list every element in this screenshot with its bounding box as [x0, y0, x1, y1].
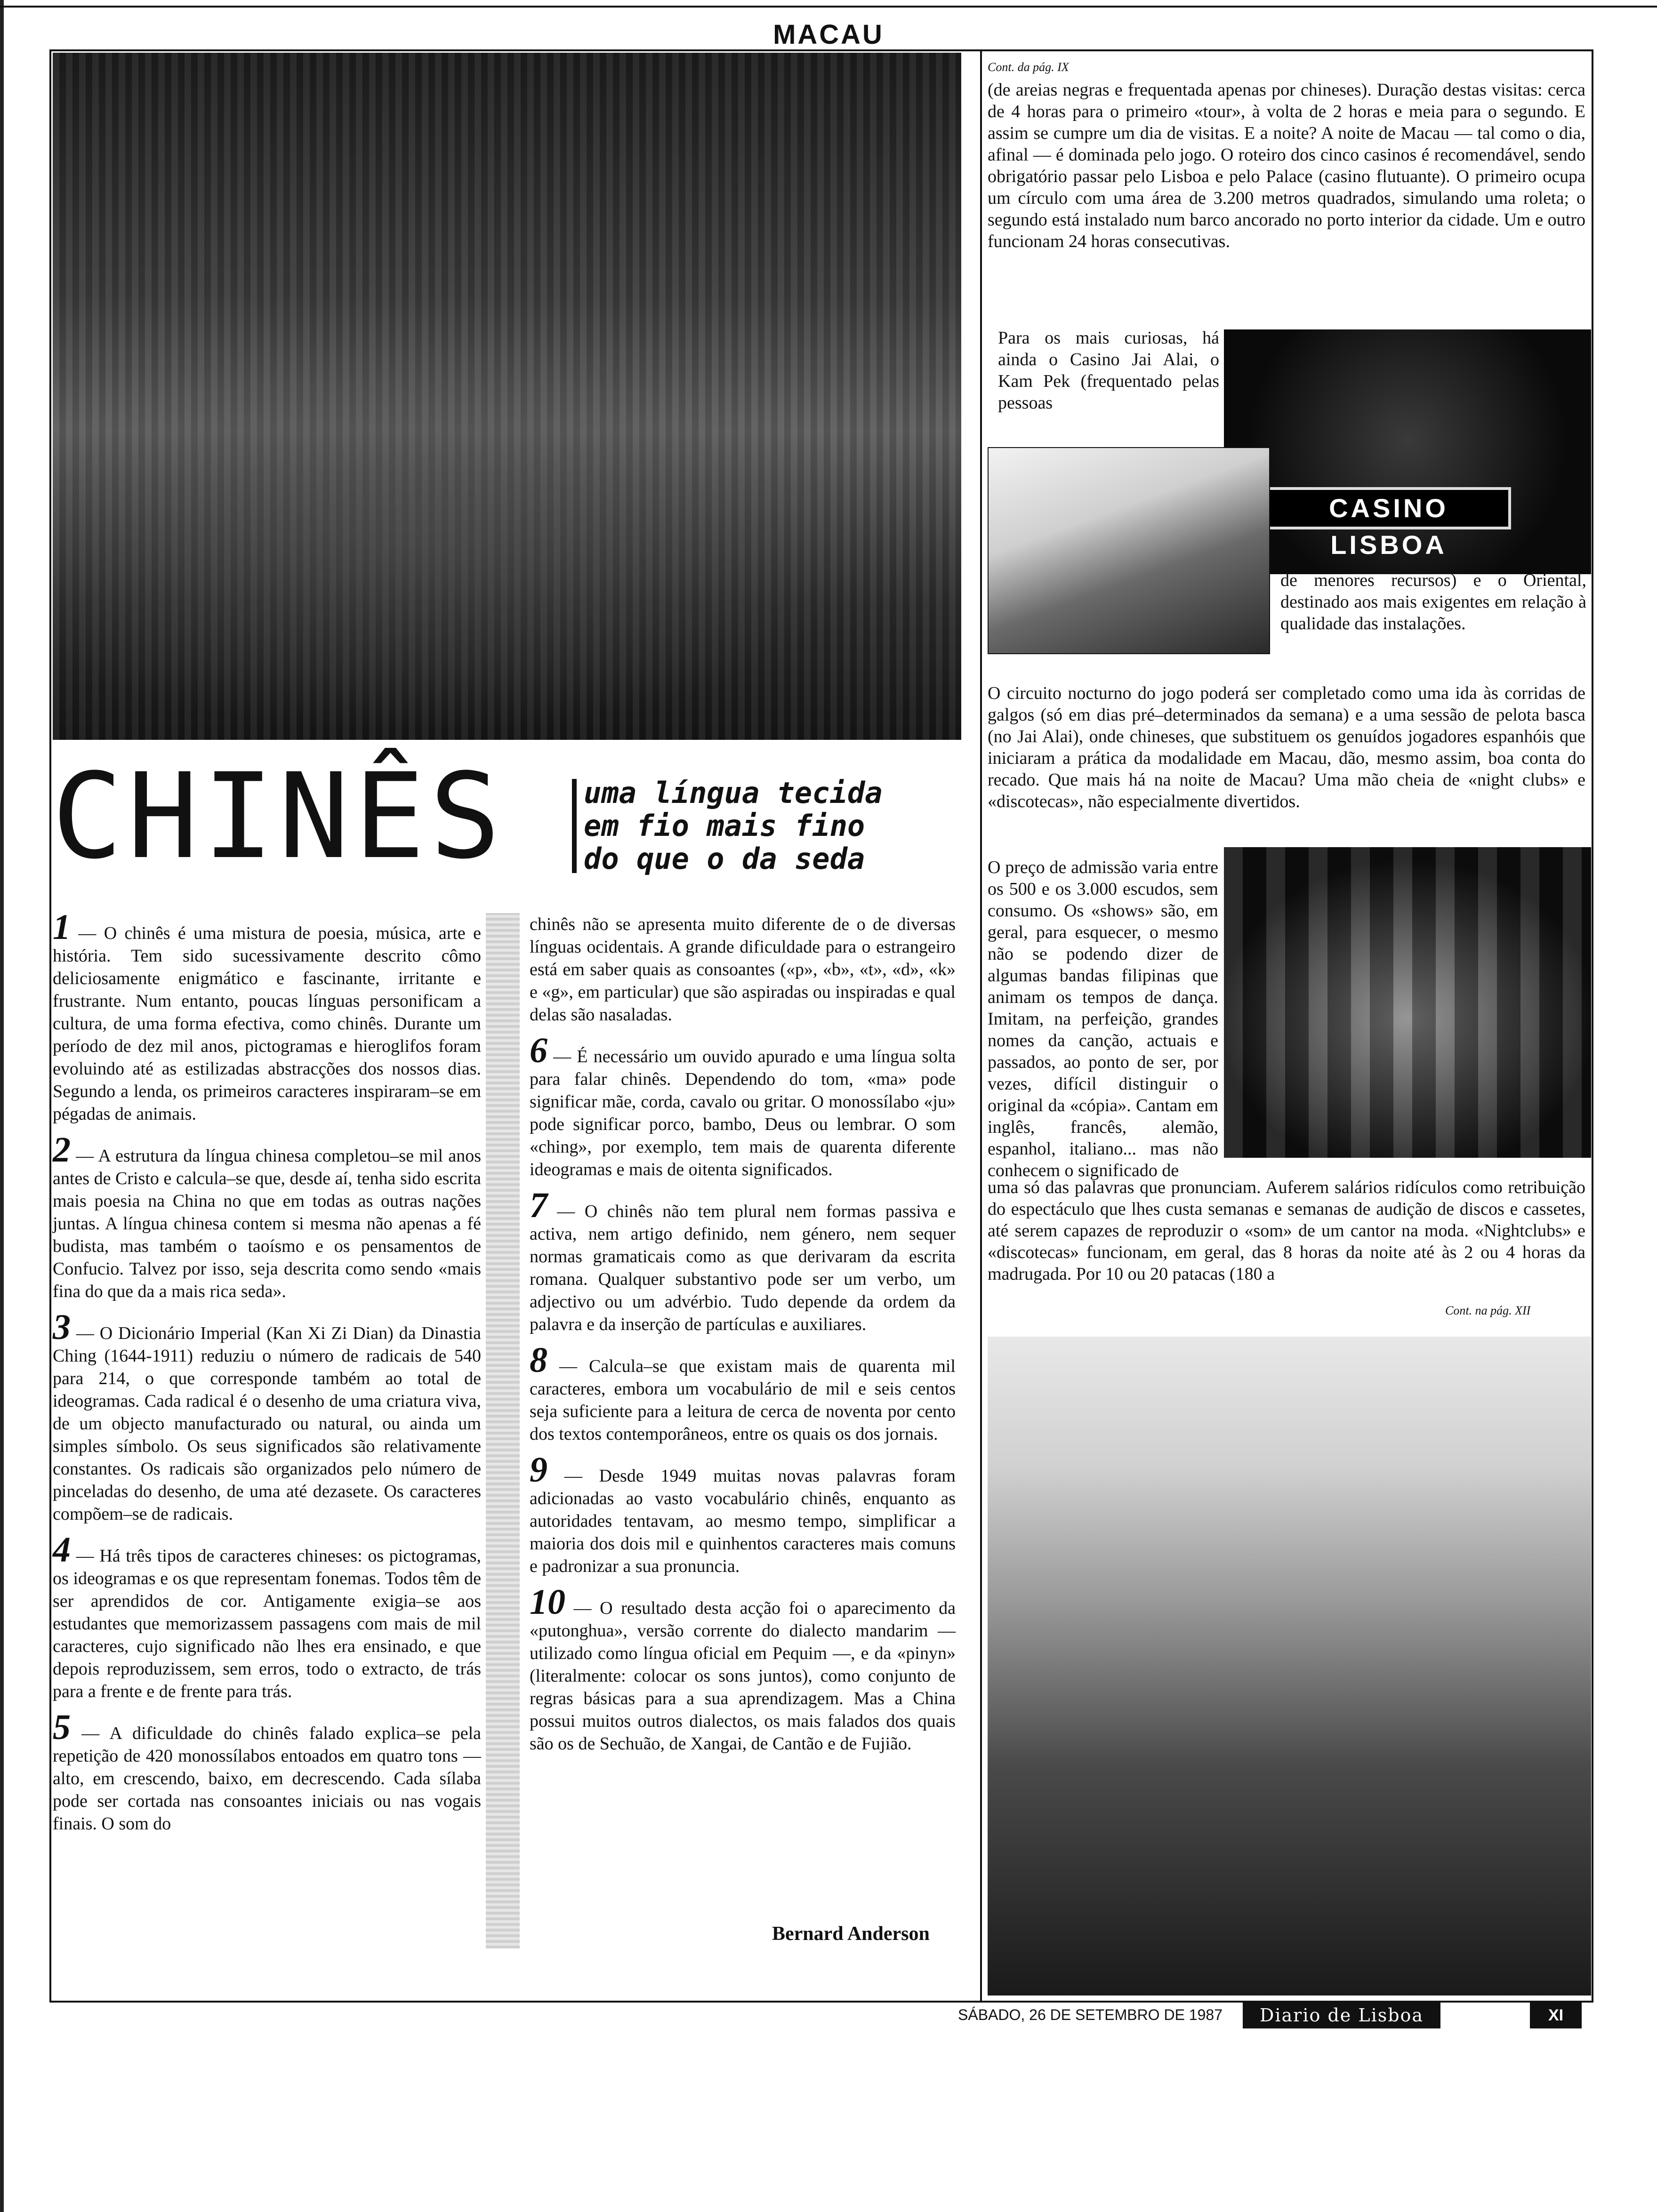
article-paragraph — [53, 1707, 481, 1835]
footer-date: SÁBADO, 26 DE SETEMBRO DE 1987 — [958, 2006, 1223, 2023]
right-column-text: Para os mais curiosas, há ainda o Casino Jai Alai, o Kam Pek (frequentado pelas pessoas — [998, 328, 1219, 413]
continuation-to: Cont. na pág. XII — [1445, 1304, 1531, 1317]
paragraph-text: — A estrutura da língua chinesa completou–se mil anos antes de Cristo e calcula–se que, desde aí, tenha sido escrita mais poesia na China no que em todas as outras nações juntas. A língua chinesa contem si mesma não apenas a fé budista, mas também o taoísmo e os pensamentos de Confucio. Talvez por isso, seja descrita como sendo «mais fina do que da a mais rica seda». — [53, 1146, 481, 1301]
headline: CHINÊS — [52, 748, 506, 885]
column-divider — [980, 49, 982, 2003]
paragraph-text: — O chinês é uma mistura de poesia, música, arte e história. Tem sido sucessivamente descrito cômo deliciosamente enigmático e fascinante, irritante e frustrante. Num entanto, poucas línguas personificam a cultura, de uma forma efectiva, como chinês. Durante um período de dez mil anos, pictogramas e hieroglifos foram evoluindo até as estilizadas abstracções dos nossos dias. Segundo a lenda, os primeiros caracteres inspiraram–se em pégadas de animais. — [53, 923, 481, 1124]
article-paragraph — [530, 1031, 956, 1181]
article-paragraph — [53, 1307, 481, 1525]
paragraph-text: — Há três tipos de caracteres chineses: os pictogramas, os ideogramas e os que representam fonemas. Todos têm de ser aprendidos de cor. Antigamente exigia–se aos estudantes que memorizassem passagens com mais de mil caracteres, cujo significado não lhes era ensinado, e que depois reproduzissem, sem erros, todo o extracto, de trás para a frente e de frente para trás. — [53, 1546, 481, 1701]
article-paragraph — [530, 913, 956, 1026]
paragraph-number: 7 — [530, 1186, 547, 1225]
paragraph-number: 10 — [530, 1582, 565, 1622]
article-paragraph — [530, 1582, 956, 1755]
article-paragraph — [53, 907, 481, 1125]
right-column-text: de menores recursos) e o Oriental, destinado aos mais exigentes em relação à qualidade das instalações. — [1280, 570, 1586, 633]
footer-masthead: Diario de Lisboa — [1243, 2003, 1440, 2028]
subhead-line: em fio mais fino — [584, 809, 865, 843]
paragraph-number: 6 — [530, 1031, 547, 1070]
article-paragraph — [53, 1130, 481, 1303]
article-column-b — [530, 913, 956, 1765]
article-column-a — [53, 907, 481, 1845]
continuation-from: Cont. da pág. IX — [988, 60, 1069, 74]
paragraph-text: — O chinês não tem plural nem formas passiva e activa, nem artigo definido, nem género, nem sequer normas gramaticais como as que derivaram da escrita romana. Qualquer substantivo pode ser um verbo, um adjectivo ou um advérbio. Tudo depende da ordem da palavra e da inserção de partículas e auxiliares. — [530, 1202, 956, 1334]
paragraph-number: 5 — [53, 1707, 71, 1747]
paragraph-number: 2 — [53, 1130, 71, 1170]
page-edge — [0, 0, 4, 2212]
paragraph-number: 4 — [53, 1530, 71, 1570]
article-paragraph — [53, 1530, 481, 1703]
paragraph-text: — Desde 1949 muitas novas palavras foram adicionadas ao vasto vocabulário chinês, enquanto as autoridades tentavam, ao mesmo tempo, simplificar a maioria dos dois mil e quinhentos caracteres mais comuns e padronizar a sua pronuncia. — [530, 1466, 956, 1576]
page-number: XI — [1530, 2003, 1582, 2028]
dancers-photo — [1224, 847, 1591, 1158]
paragraph-text: — A dificuldade do chinês falado explica–se pela repetição de 420 monossílabos entoados em quatro tons — alto, em crescendo, baixo, em decrescendo. Cada sílaba pode ser cortada nas consoantes iniciais ou nas vogais finais. O som do — [53, 1723, 481, 1834]
temple-photo — [988, 447, 1270, 654]
paragraph-text: — O Dicionário Imperial (Kan Xi Zi Dian) da Dinastia Ching (1644-1911) reduziu o número de radicais de 540 para 214, o que corresponde também ao total de ideogramas. Cada radical é o desenho de uma criatura viva, de um objecto manufacturado ou natural, ou ainda um simples símbolo. Os seus significados são relativamente constantes. Os radicais são organizados pelo número de pinceladas do desenho, de uma até dezasete. Os caracteres compõem–se de radicais. — [53, 1323, 481, 1524]
subhead-line: uma língua tecida — [584, 776, 883, 810]
city-aerial-photo — [988, 1337, 1591, 1996]
subhead — [584, 777, 960, 875]
right-column-text: O circuito nocturno do jogo poderá ser completado como uma ida às corridas de galgos (só em dias pré–determinados da semana) e a uma sessão de pelota basca (no Jai Alai), onde chineses, que substituem os genuídos jogadores espanhóis que iniciaram a prática da modalidade em Macau, dão, mesmo assim, boa conta do recado. Que mais há na noite de Macau? Uma mão cheia de «night clubs» e «discotecas», não especialmente divertidos. — [988, 683, 1585, 811]
casino-sign: CASINO LISBOA — [1266, 487, 1511, 529]
paragraph-text: — O resultado desta acção foi o aparecimento da «putonghua», versão corrente do dialecto mandarim — utilizado como língua oficial em Pequim —, e da «pinyn» (literalmente: colocar os sons juntos), como conjunto de regras básicas para a sua aprendizagem. Mas a China possui muitos outros dialectos, os mais falados dos quais são os de Sechuão, de Xangai, de Cantão e de Fujião. — [530, 1598, 956, 1754]
subhead-bar — [572, 779, 577, 873]
right-column-text: (de areias negras e frequentada apenas por chineses). Duração destas visitas: cerca de 4 horas para o primeiro «tour», à volta de 2 horas e meia para o segundo. E assim se cumpre um dia de visitas. E a noite? A noite de Macau — tal como o dia, afinal — é dominada pelo jogo. O roteiro dos cinco casinos é recomendável, sendo obrigatório passar pelo Lisboa e pelo Palace (casino flutuante). O primeiro ocupa um círculo com uma área de 3.200 metros quadrados, simulando uma roleta; o segundo está instalado num barco ancorado no porto interior da cidade. Um e outro funcionam 24 horas consecutivas. — [988, 80, 1585, 251]
right-column-text: O preço de admissão varia entre os 500 e os 3.000 escudos, sem consumo. Os «shows» são, em geral, para esquecer, o mesmo não se podendo dizer de algumas bandas filipinas que animam os tempos de dança. Imitam, na perfeição, grandes nomes da canção, actuais e passados, ao ponto de ser, por vezes, difícil distinguir o original da «cópia». Cantam em inglês, francês, alemão, espanhol, italiano... mas não conhecem o significado de — [988, 858, 1218, 1180]
article-paragraph — [530, 1186, 956, 1336]
crowd-photo — [53, 53, 961, 740]
paragraph-number: 1 — [53, 907, 71, 947]
section-label: MACAU — [773, 19, 884, 50]
top-rule — [0, 6, 1657, 8]
paragraph-number: 3 — [53, 1307, 71, 1347]
subhead-line: do que o da seda — [584, 842, 865, 876]
paragraph-text: chinês não se apresenta muito diferente de o de diversas línguas ocidentais. A grande dificuldade para o estrangeiro está em saber quais as consoantes («p», «b», «t», «d», «k» e «g», em particular) que são aspiradas ou inspiradas e qual delas são nasaladas. — [530, 914, 956, 1025]
paragraph-number: 8 — [530, 1340, 547, 1380]
paragraph-text: — Calcula–se que existam mais de quarenta mil caracteres, embora um vocabulário de mil e seis centos seja suficiente para a leitura de cerca de noventa por cento dos textos contemporâneos, entre os quais os dos jornais. — [530, 1356, 956, 1444]
paragraph-text: — É necessário um ouvido apurado e uma língua solta para falar chinês. Dependendo do tom, «ma» pode significar mãe, corda, cavalo ou gritar. O monossílabo «ju» pode significar porco, bambo, Deus ou lembrar. O som «ching», por exemplo, tem mais de quarenta diferente ideogramas e mais de oitenta significados. — [530, 1047, 956, 1179]
column-shading — [486, 913, 520, 1948]
paragraph-number: 9 — [530, 1450, 547, 1490]
byline: Bernard Anderson — [772, 1923, 930, 1945]
article-paragraph — [530, 1450, 956, 1578]
right-column-text: uma só das palavras que pronunciam. Auferem salários ridículos como retribuição do espectáculo que lhes custa semanas e semanas de audição de discos e cassetes, até serem capazes de reproduzir o «som» de um cantor na moda. «Nightclubs» e «discotecas» funcionam, em geral, das 8 horas da noite até às 2 ou 4 horas da madrugada. Por 10 ou 20 patacas (180 a — [988, 1178, 1585, 1284]
article-paragraph — [530, 1340, 956, 1445]
